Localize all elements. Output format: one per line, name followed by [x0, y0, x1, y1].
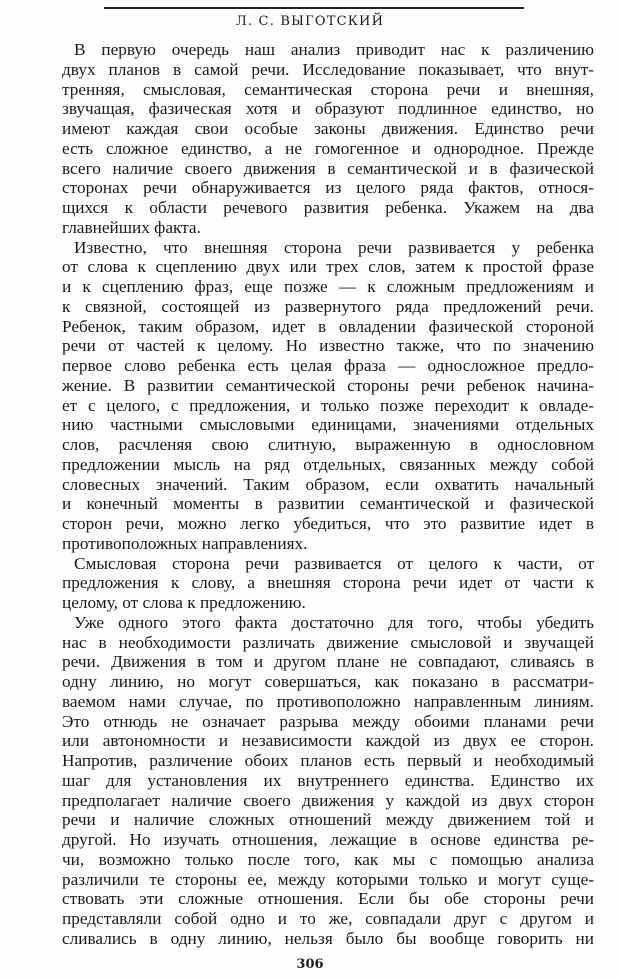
text-line: противоположных направлениях.	[62, 533, 308, 553]
text-line: от слова к сцеплению двух или трех слов, затем к простой фразе	[62, 257, 594, 277]
text-line: представляли собой одно и то же, совпадали друг с другом и	[62, 909, 594, 928]
body-text	[62, 40, 594, 949]
text-line: к связной, состоящей из развернутого ряда предложений речи.	[62, 296, 594, 316]
text-line: или автономности и независимости каждой из двух ее сторон.	[62, 731, 594, 751]
text-line: и конечный моменты в развитии семантической и фазической	[62, 494, 594, 514]
text-line: сторонах речи обнаруживается из целого ряда фактов, относя-	[62, 178, 594, 198]
text-line: предложения к слову, а внешняя сторона речи идет от части к	[62, 573, 594, 593]
text-line: предложении мысль на ряд отдельных, связанных между собой	[62, 454, 594, 474]
text-line: всего наличие своего движения в семантической и в фазической	[62, 158, 594, 178]
text-line: ет с целого, с предложения, и только позже переходит к овладе-	[62, 395, 594, 415]
text-line: чи, возможно только после того, как мы с помощью анализа	[62, 849, 594, 869]
text-line: тренняя, смысловая, семантическая сторона речи и внешняя,	[62, 79, 594, 99]
text-line: В первую очередь наш анализ приводит нас к различению	[74, 40, 594, 59]
text-line: имеют каждая свои особые законы движения. Единство речи	[62, 119, 594, 138]
text-line: главнейших факта.	[62, 217, 201, 237]
text-line: ваемом нами случае, по противоположно направленным линиям.	[62, 691, 594, 711]
text-line: нас в необходимости различать движение смысловой и звучащей	[62, 632, 594, 652]
header-rule	[104, 7, 524, 9]
text-line: речи и наличие сложных отношений между движением той и	[62, 810, 594, 830]
text-line: словесных значений. Таким образом, если охватить начальный	[62, 474, 594, 494]
text-line: речи от частей к целому. Но известно также, что по значению	[62, 336, 594, 356]
text-line: речи. Движения в том и другом плане не совпадают, сливаясь в	[62, 652, 594, 672]
text-line: нию частными смысловыми единицами, значениями отдельных	[62, 415, 594, 435]
text-line: Напротив, различение обоих планов есть первый и необходимый	[62, 751, 594, 770]
text-line: звучащая, фазическая хотя и образуют подлинное единство, но	[62, 99, 594, 119]
text-line: предполагает наличие своего движения у каждой из двух сторон	[62, 790, 594, 810]
text-line: есть сложное единство, а не гомогенное и однородное. Прежде	[62, 138, 594, 158]
text-line: Уже одного этого факта достаточно для того, чтобы убедить	[74, 612, 594, 632]
text-line: одну линию, но могут совершаться, как показано в рассматри-	[62, 672, 594, 691]
text-line: различили те стороны ее, между которыми только и могут суще-	[62, 869, 594, 889]
text-line: Смысловая сторона речи развивается от целого к части, от	[74, 553, 594, 573]
text-line: шаг для установления их внутреннего единства. Единство их	[62, 770, 594, 790]
text-line: Ребенок, таким образом, идет в овладении фазической стороной	[62, 316, 594, 336]
text-line: сторон речи, можно легко убедиться, что это развитие идет в	[62, 514, 594, 533]
text-line: ствовать эти сложные отношения. Если бы обе стороны речи	[62, 889, 594, 909]
text-line: двух планов в самой речи. Исследование показывает, что внут-	[62, 59, 594, 79]
text-line: щихся к области речевого развития ребенка. Укажем на два	[62, 198, 594, 217]
text-line: первое слово ребенка есть целая фраза — односложное предло-	[62, 356, 594, 375]
text-line: Известно, что внешняя сторона речи развивается у ребенка	[74, 237, 594, 257]
text-line: слов, расчленяя свою слитную, выраженную в однословном	[62, 435, 594, 454]
text-line: жение. В развитии семантической стороны речи ребенок начина-	[62, 375, 594, 395]
text-line: и к сцеплению фраз, еще позже — к сложным предложениям и	[62, 277, 594, 296]
text-line: Это отнюдь не означает разрыва между обоими планами речи	[62, 711, 594, 731]
text-line: целому, от слова к предложению.	[62, 593, 306, 612]
text-line: сливались в одну линию, нельзя было бы вообще говорить ни	[62, 928, 594, 948]
text-line: другой. Но изучать отношения, лежащие в основе единства ре-	[62, 830, 594, 849]
page-number: 306	[296, 957, 324, 972]
running-header: Л. С. ВЫГОТСКИЙ	[235, 14, 385, 29]
